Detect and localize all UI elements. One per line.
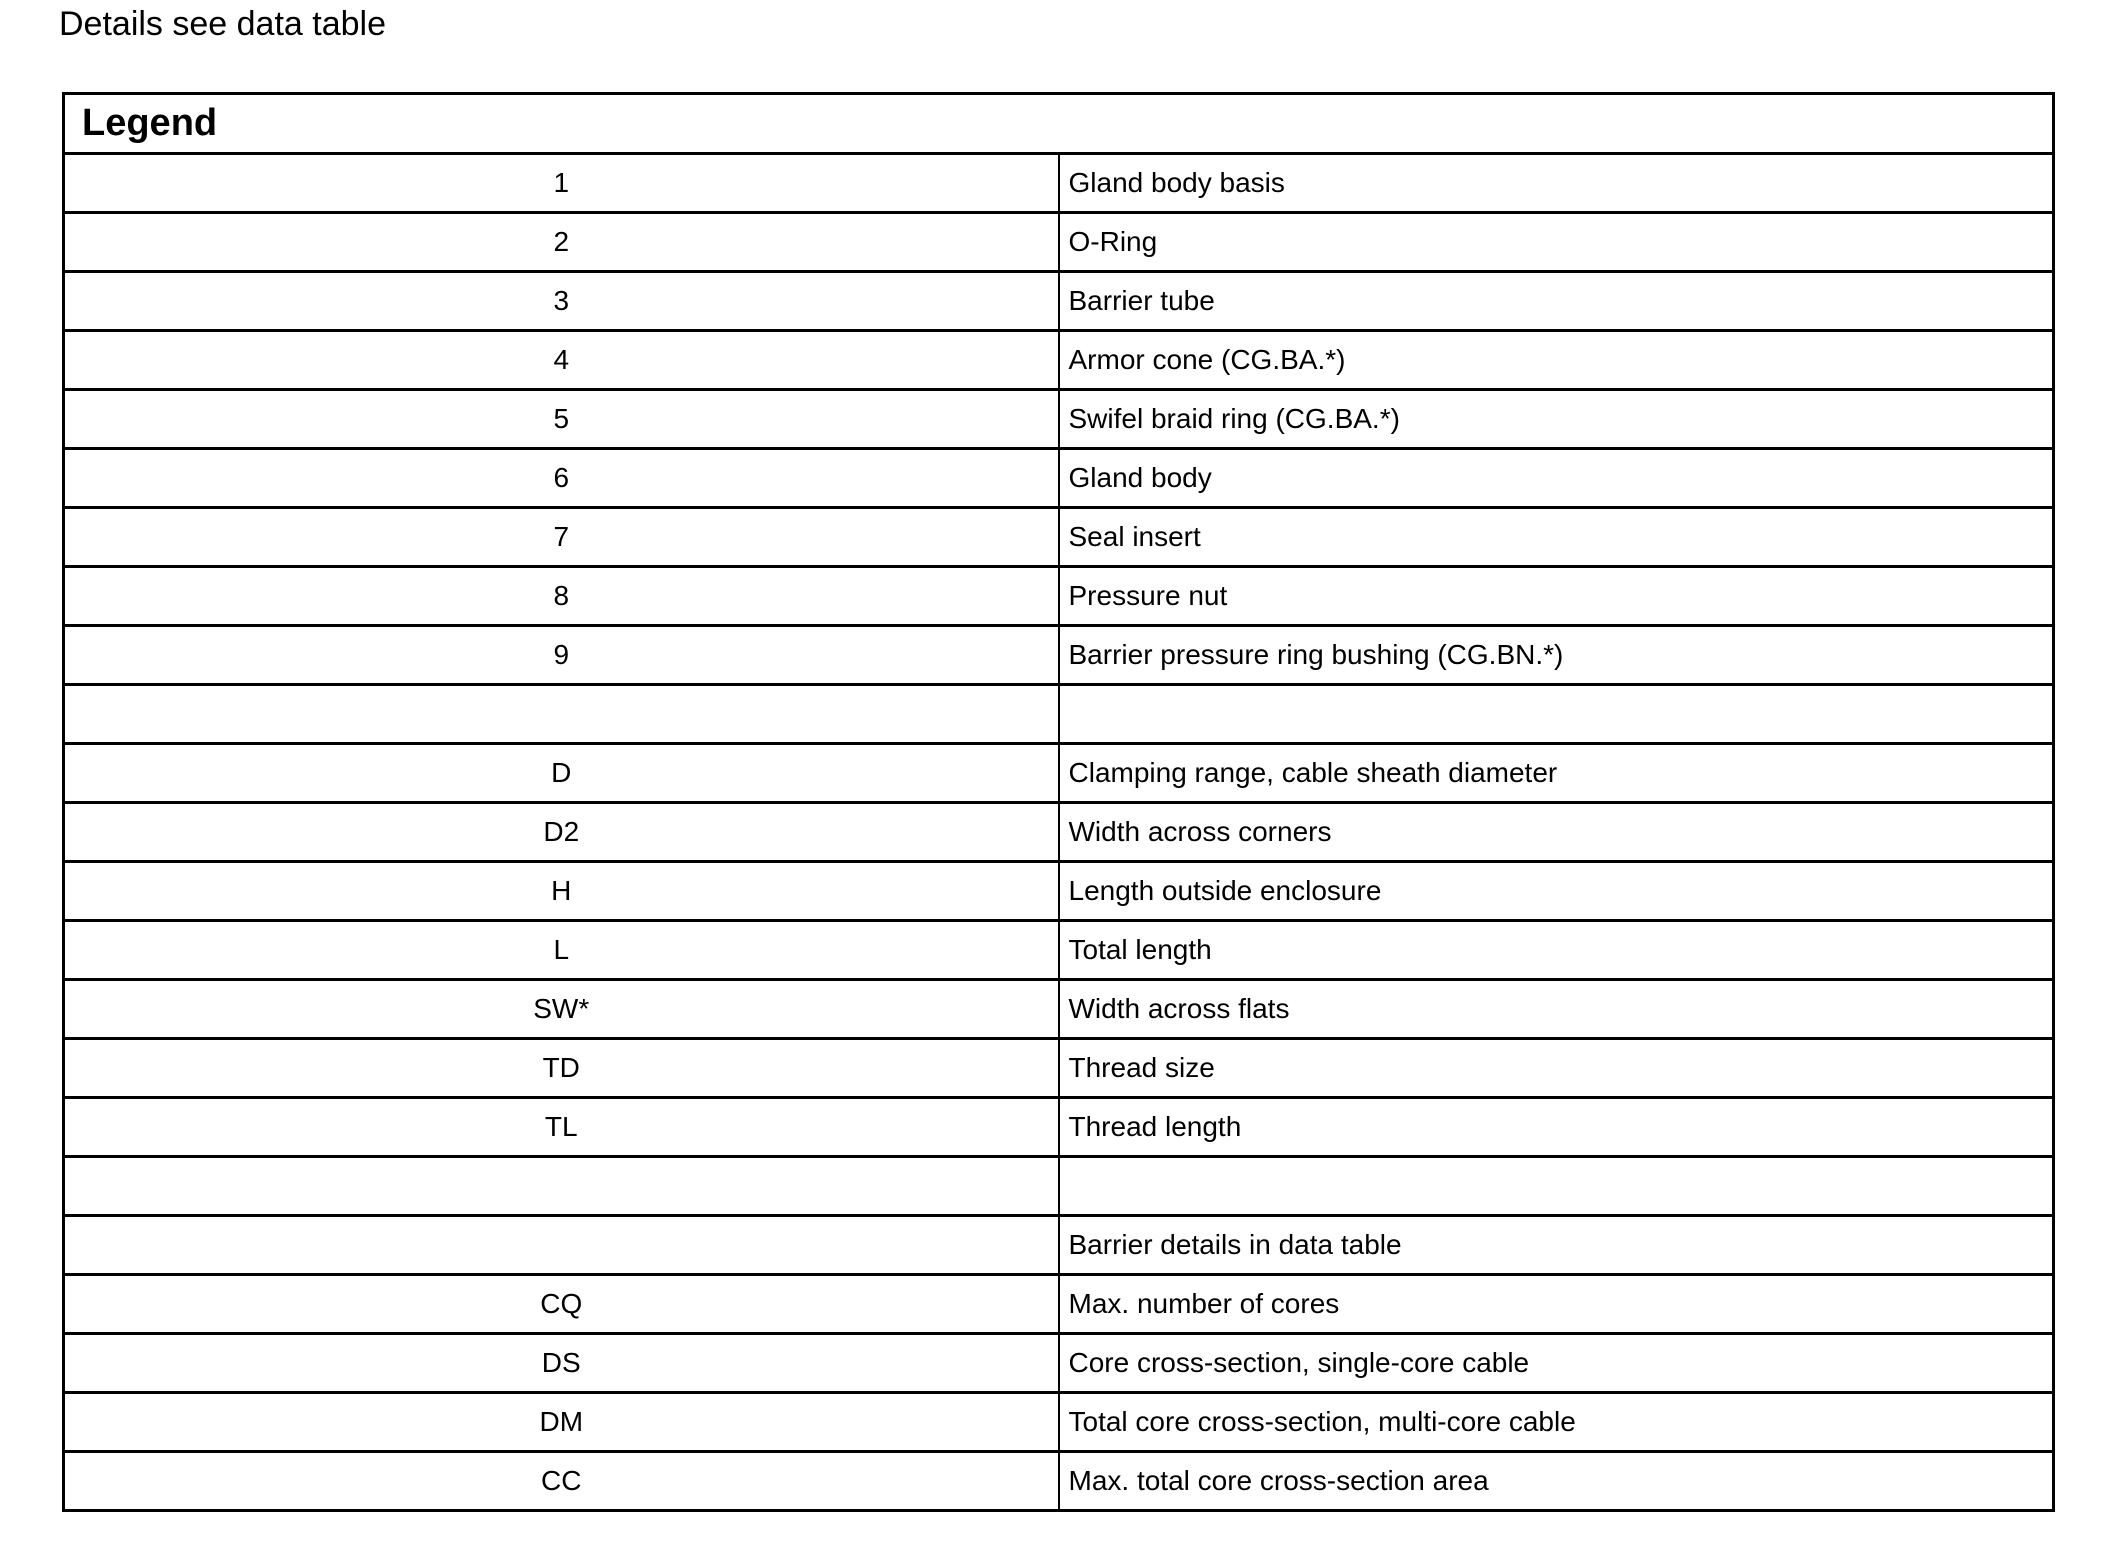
legend-description-cell: Seal insert [1059,508,2054,567]
legend-description-cell: Armor cone (CG.BA.*) [1059,331,2054,390]
table-row [64,1039,2054,1098]
legend-code-cell: 3 [64,272,1059,331]
legend-description-cell: Barrier pressure ring bushing (CG.BN.*) [1059,626,2054,685]
legend-code-cell [64,685,1059,744]
table-row [64,390,2054,449]
legend-code-cell: DM [64,1393,1059,1452]
legend-description-cell: Width across corners [1059,803,2054,862]
table-row [64,685,2054,744]
legend-code-cell: D [64,744,1059,803]
legend-code-cell: DS [64,1334,1059,1393]
legend-description-cell: Max. total core cross-section area [1059,1452,2054,1511]
table-row [64,154,2054,213]
table-row [64,1275,2054,1334]
legend-code-cell: TL [64,1098,1059,1157]
legend-description-cell: Barrier tube [1059,272,2054,331]
legend-description-cell: Gland body basis [1059,154,2054,213]
legend-description-cell: Max. number of cores [1059,1275,2054,1334]
legend-code-cell: CQ [64,1275,1059,1334]
legend-code-cell: 1 [64,154,1059,213]
legend-description-cell: Barrier details in data table [1059,1216,2054,1275]
legend-description-cell: Clamping range, cable sheath diameter [1059,744,2054,803]
table-row [64,980,2054,1039]
legend-code-cell: 7 [64,508,1059,567]
table-row [64,862,2054,921]
legend-description-cell: Total core cross-section, multi-core cable [1059,1393,2054,1452]
legend-description-cell: Total length [1059,921,2054,980]
legend-code-cell: 9 [64,626,1059,685]
legend-code-cell: L [64,921,1059,980]
page-heading: Details see data table [59,5,386,43]
legend-title: Legend [64,94,2054,154]
legend-table-body [64,94,2054,1511]
legend-description-cell: Core cross-section, single-core cable [1059,1334,2054,1393]
table-row [64,1393,2054,1452]
table-row [64,626,2054,685]
legend-code-cell: 4 [64,331,1059,390]
legend-description-cell [1059,1157,2054,1216]
table-row [64,1334,2054,1393]
table-row [64,272,2054,331]
legend-code-cell [64,1157,1059,1216]
table-row [64,1216,2054,1275]
legend-code-cell: 5 [64,390,1059,449]
table-row [64,803,2054,862]
legend-code-cell: 2 [64,213,1059,272]
legend-code-cell [64,1216,1059,1275]
legend-code-cell: TD [64,1039,1059,1098]
legend-description-cell: Length outside enclosure [1059,862,2054,921]
legend-description-cell: Gland body [1059,449,2054,508]
legend-code-cell: D2 [64,803,1059,862]
legend-table [62,92,2055,1512]
legend-description-cell: Thread size [1059,1039,2054,1098]
table-row [64,213,2054,272]
table-row [64,1157,2054,1216]
table-row [64,508,2054,567]
table-row [64,449,2054,508]
legend-code-cell: CC [64,1452,1059,1511]
table-row [64,1452,2054,1511]
table-row [64,567,2054,626]
legend-description-cell: Thread length [1059,1098,2054,1157]
table-row [64,921,2054,980]
legend-description-cell: Pressure nut [1059,567,2054,626]
legend-code-cell: SW* [64,980,1059,1039]
legend-description-cell [1059,685,2054,744]
legend-code-cell: H [64,862,1059,921]
table-row [64,744,2054,803]
legend-description-cell: Swifel braid ring (CG.BA.*) [1059,390,2054,449]
legend-code-cell: 8 [64,567,1059,626]
legend-description-cell: O-Ring [1059,213,2054,272]
table-row [64,1098,2054,1157]
legend-title-row [64,94,2054,154]
legend-code-cell: 6 [64,449,1059,508]
table-row [64,331,2054,390]
legend-description-cell: Width across flats [1059,980,2054,1039]
